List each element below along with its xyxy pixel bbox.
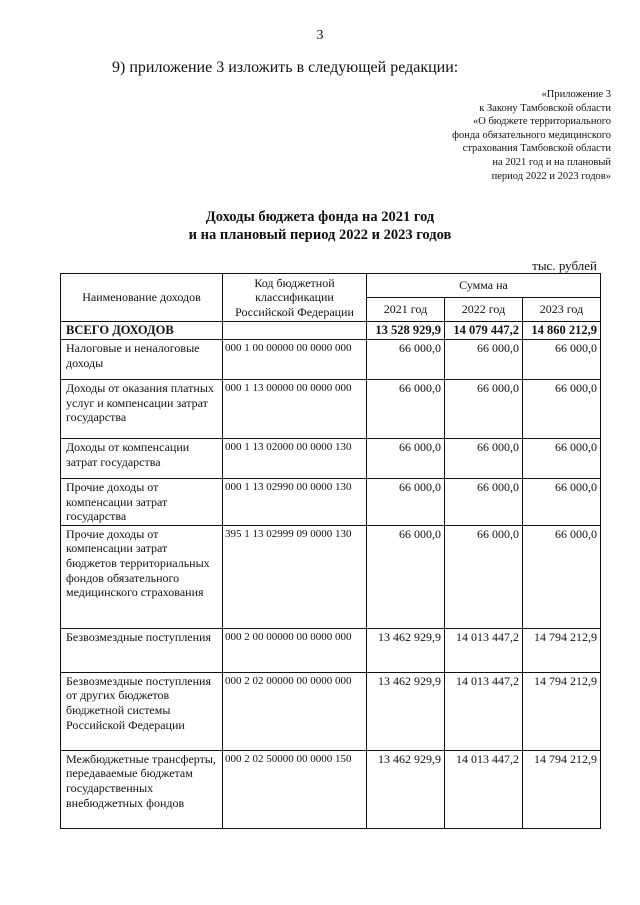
amount-2021: 13 462 929,9 — [367, 750, 445, 828]
header-name: Наименование доходов — [61, 274, 223, 322]
appendix-line: к Закону Тамбовской области — [479, 102, 611, 114]
income-code: 395 1 13 02999 09 0000 130 — [223, 525, 367, 628]
income-name: Межбюджетные трансферты, передаваемые бюджетам государственных внебюджетных фондов — [61, 750, 223, 828]
amount-2023: 66 000,0 — [523, 340, 601, 380]
total-2022: 14 079 447,2 — [445, 322, 523, 340]
appendix-line: на 2021 год и на плановый — [492, 156, 611, 168]
units-label: тыс. рублей — [532, 258, 597, 273]
page-number: 3 — [316, 28, 324, 43]
amount-2022: 66 000,0 — [445, 525, 523, 628]
amount-2023: 66 000,0 — [523, 479, 601, 526]
amount-2023: 14 794 212,9 — [523, 672, 601, 750]
table-row — [61, 380, 601, 439]
table-row — [61, 479, 601, 526]
amount-2021: 66 000,0 — [367, 340, 445, 380]
total-2023: 14 860 212,9 — [523, 322, 601, 340]
total-code — [223, 322, 367, 340]
amount-2021: 66 000,0 — [367, 525, 445, 628]
amount-2021: 66 000,0 — [367, 479, 445, 526]
appendix-reference — [341, 88, 611, 183]
income-name: Прочие доходы от компенсации затрат бюджетов территориальных фондов обязательного медицинского страхования — [61, 525, 223, 628]
amount-2022: 14 013 447,2 — [445, 628, 523, 672]
table-row — [61, 750, 601, 828]
header-year-2023: 2023 год — [523, 298, 601, 322]
amount-2023: 14 794 212,9 — [523, 628, 601, 672]
income-code: 000 1 13 02990 00 0000 130 — [223, 479, 367, 526]
amount-2021: 13 462 929,9 — [367, 672, 445, 750]
table-row — [61, 340, 601, 380]
income-code: 000 2 00 00000 00 0000 000 — [223, 628, 367, 672]
income-table — [60, 273, 601, 829]
amount-2021: 66 000,0 — [367, 439, 445, 479]
income-name: Прочие доходы от компенсации затрат государства — [61, 479, 223, 526]
amount-2023: 66 000,0 — [523, 380, 601, 439]
header-year-2022: 2022 год — [445, 298, 523, 322]
amount-2022: 66 000,0 — [445, 340, 523, 380]
income-name: Доходы от оказания платных услуг и компенсации затрат государства — [61, 380, 223, 439]
amount-2022: 14 013 447,2 — [445, 672, 523, 750]
income-code: 000 1 00 00000 00 0000 000 — [223, 340, 367, 380]
amount-2022: 66 000,0 — [445, 439, 523, 479]
table-row — [61, 672, 601, 750]
amount-2021: 66 000,0 — [367, 380, 445, 439]
appendix-line: «Приложение 3 — [541, 89, 611, 100]
total-row — [61, 322, 601, 340]
income-name: Безвозмездные поступления от других бюджетов бюджетной системы Российской Федерации — [61, 672, 223, 750]
income-name: Налоговые и неналоговые доходы — [61, 340, 223, 380]
total-label: ВСЕГО ДОХОДОВ — [61, 322, 223, 340]
income-name: Доходы от компенсации затрат государства — [61, 439, 223, 479]
header-year-2021: 2021 год — [367, 298, 445, 322]
header-sum: Сумма на — [367, 274, 601, 298]
total-2021: 13 528 929,9 — [367, 322, 445, 340]
table-row — [61, 525, 601, 628]
table-row — [61, 628, 601, 672]
title-line: Доходы бюджета фонда на 2021 год — [205, 209, 435, 225]
amount-2023: 66 000,0 — [523, 525, 601, 628]
amendment-item-text: 9) приложение 3 изложить в следующей редакции: — [112, 59, 459, 76]
appendix-line: страхования Тамбовской области — [462, 143, 611, 155]
income-code: 000 1 13 02000 00 0000 130 — [223, 439, 367, 479]
appendix-line: период 2022 и 2023 годов» — [491, 170, 611, 182]
amount-2023: 66 000,0 — [523, 439, 601, 479]
table-row — [61, 439, 601, 479]
amount-2022: 14 013 447,2 — [445, 750, 523, 828]
income-code: 000 2 02 50000 00 0000 150 — [223, 750, 367, 828]
amount-2023: 14 794 212,9 — [523, 750, 601, 828]
income-code: 000 1 13 00000 00 0000 000 — [223, 380, 367, 439]
title-line: и на плановый период 2022 и 2023 годов — [188, 227, 452, 243]
amount-2022: 66 000,0 — [445, 380, 523, 439]
amount-2022: 66 000,0 — [445, 479, 523, 526]
appendix-line: фонда обязательного медицинского — [452, 129, 611, 141]
income-name: Безвозмездные поступления — [61, 628, 223, 672]
income-code: 000 2 02 00000 00 0000 000 — [223, 672, 367, 750]
amount-2021: 13 462 929,9 — [367, 628, 445, 672]
document-title — [0, 208, 640, 244]
appendix-line: «О бюджете территориального — [473, 116, 611, 128]
header-code: Код бюджетной классификации Российской Федерации — [223, 274, 367, 322]
